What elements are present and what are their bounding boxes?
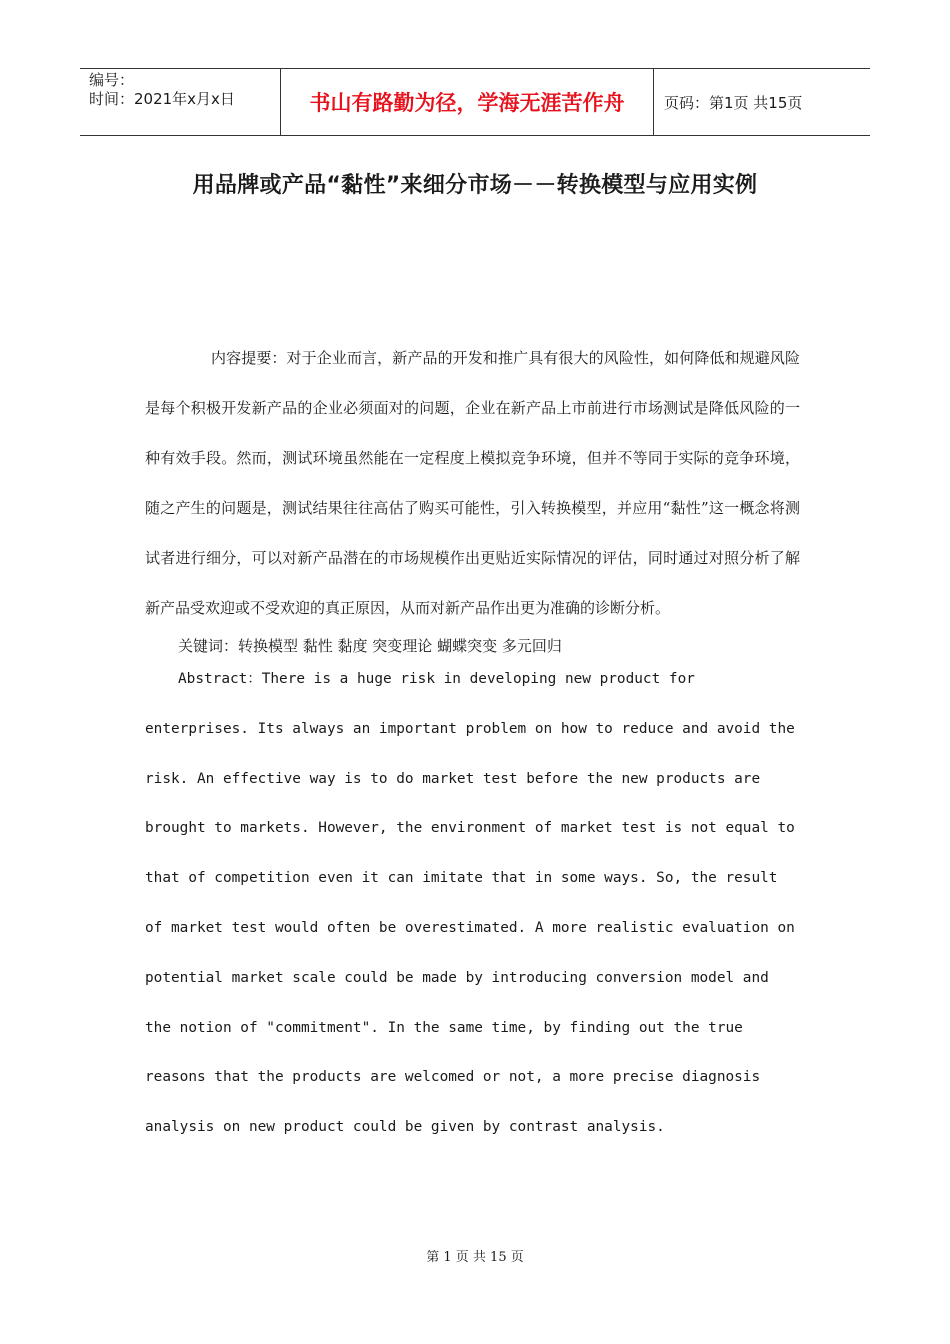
document-body xyxy=(145,333,800,1169)
number-label: 编号： xyxy=(89,71,135,89)
abstract-paragraph: Abstract：There is a huge risk in developing new product for enterprises. Its always an important problem on how to reduce and avoid the risk. An effective way is to do market test before the new products are brought to markets. However, the environment of market test is not equal to that of competition even it can imitate that in some ways. So, the result of market test would often be overestimated. A more realistic evaluation on potential market scale could be made by introducing conversion model and the notion of "commitment". In the same time, by finding out the true reasons that the products are welcomed or not, a more precise diagnosis analysis on new product could be given by contrast analysis. xyxy=(145,671,795,1136)
keywords-paragraph: 关键词：转换模型 黏性 黏度 突变理论 蝴蝶突变 多元回归 xyxy=(178,637,562,655)
page-header xyxy=(80,68,870,136)
header-meta xyxy=(80,69,281,135)
date-label: 时间：2021年x月x日 xyxy=(89,90,235,108)
summary-paragraph: 内容提要：对于企业而言，新产品的开发和推广具有很大的风险性，如何降低和规避风险是每个积极开发新产品的企业必须面对的问题，企业在新产品上市前进行市场测试是降低风险的一种有效手段。然而，测试环境虽然能在一定程度上模拟竞争环境，但并不等同于实际的竞争环境，随之产生的问题是，测试结果往往高估了购买可能性，引入转换模型，并应用“黏性”这一概念将测试者进行细分，可以对新产品潜在的市场规模作出更贴近实际情况的评估，同时通过对照分析了解新产品受欢迎或不受欢迎的真正原因，从而对新产品作出更为准确的诊断分析。 xyxy=(145,349,800,617)
document-title: 用品牌或产品“黏性”来细分市场－－转换模型与应用实例 xyxy=(192,173,758,198)
header-motto: 书山有路勤为径，学海无涯苦作舟 xyxy=(281,69,654,135)
header-page-info: 页码：第1页 共15页 xyxy=(664,93,803,112)
page-footer: 第 1 页 共 15 页 xyxy=(426,1250,524,1265)
